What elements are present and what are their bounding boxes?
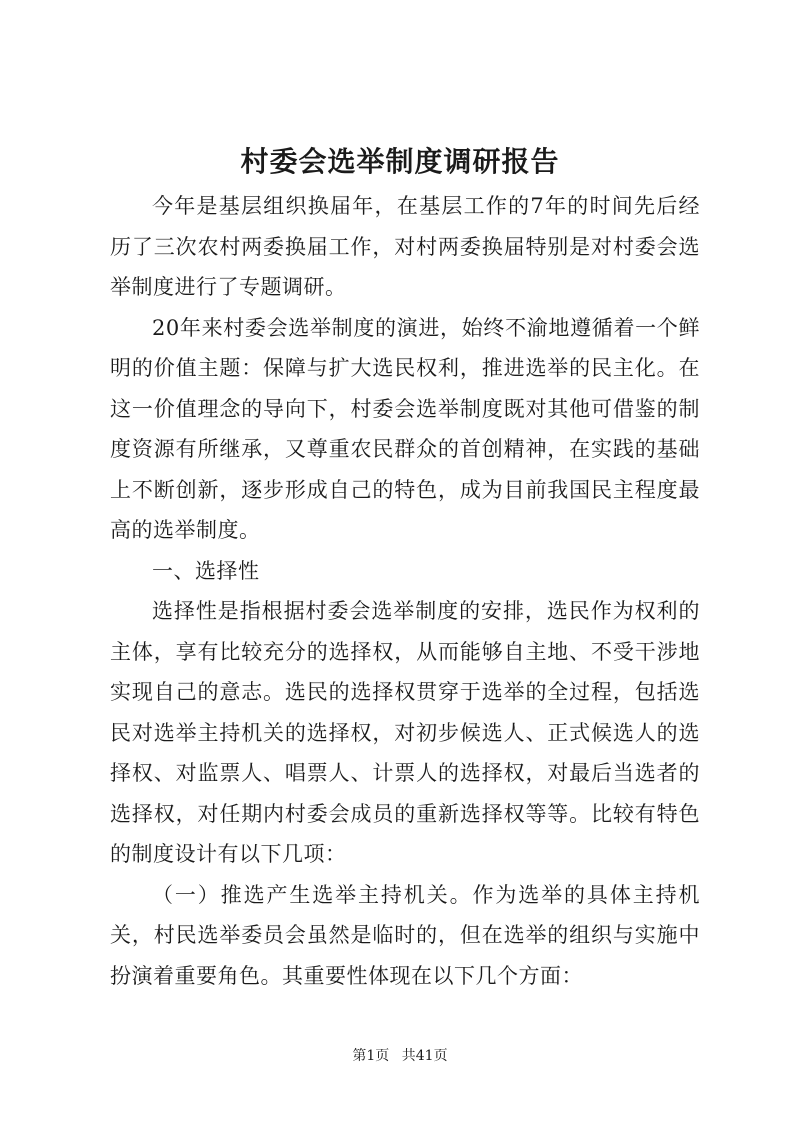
paragraph-evolution: 20年来村委会选举制度的演进，始终不渝地遵循着一个鲜明的价值主题：保障与扩大选民权利，推进选举的民主化。在这一价值理念的导向下，村委会选举制度既对其他可借鉴的制度资源有所继承，又尊重农民群众的首创精神，在实践的基础上不断创新，逐步形成自己的特色，成为目前我国民主程度最高的选举制度。 <box>110 315 700 542</box>
total-pages: 共41页 <box>401 1048 448 1064</box>
paragraph-intro: 今年是基层组织换届年，在基层工作的7年的时间先后经历了三次农村两委换届工作，对村两委换届特别是对村委会选举制度进行了专题调研。 <box>110 194 700 299</box>
page-footer <box>0 1046 800 1066</box>
paragraph-subsection-one: （一）推选产生选举主持机关。作为选举的具体主持机关，村民选举委员会虽然是临时的，但在选举的组织与实施中扮演着重要角色。其重要性体现在以下几个方面： <box>110 882 700 988</box>
paragraph-selectivity: 选择性是指根据村委会选举制度的安排，选民作为权利的主体，享有比较充分的选择权，从而能够自主地、不受干涉地实现自己的意志。选民的选择权贯穿于选举的全过程，包括选民对选举主持机关的选择权，对初步候选人、正式候选人的选择权、对监票人、唱票人、计票人的选择权，对最后当选者的选择权，对任期内村委会成员的重新选择权等等。比较有特色的制度设计有以下几项： <box>110 599 700 866</box>
section-heading-selectivity: 一、选择性 <box>152 558 260 583</box>
document-body <box>110 186 700 996</box>
page-number: 第1页 <box>352 1048 390 1064</box>
page-title: 村委会选举制度调研报告 <box>240 145 560 178</box>
